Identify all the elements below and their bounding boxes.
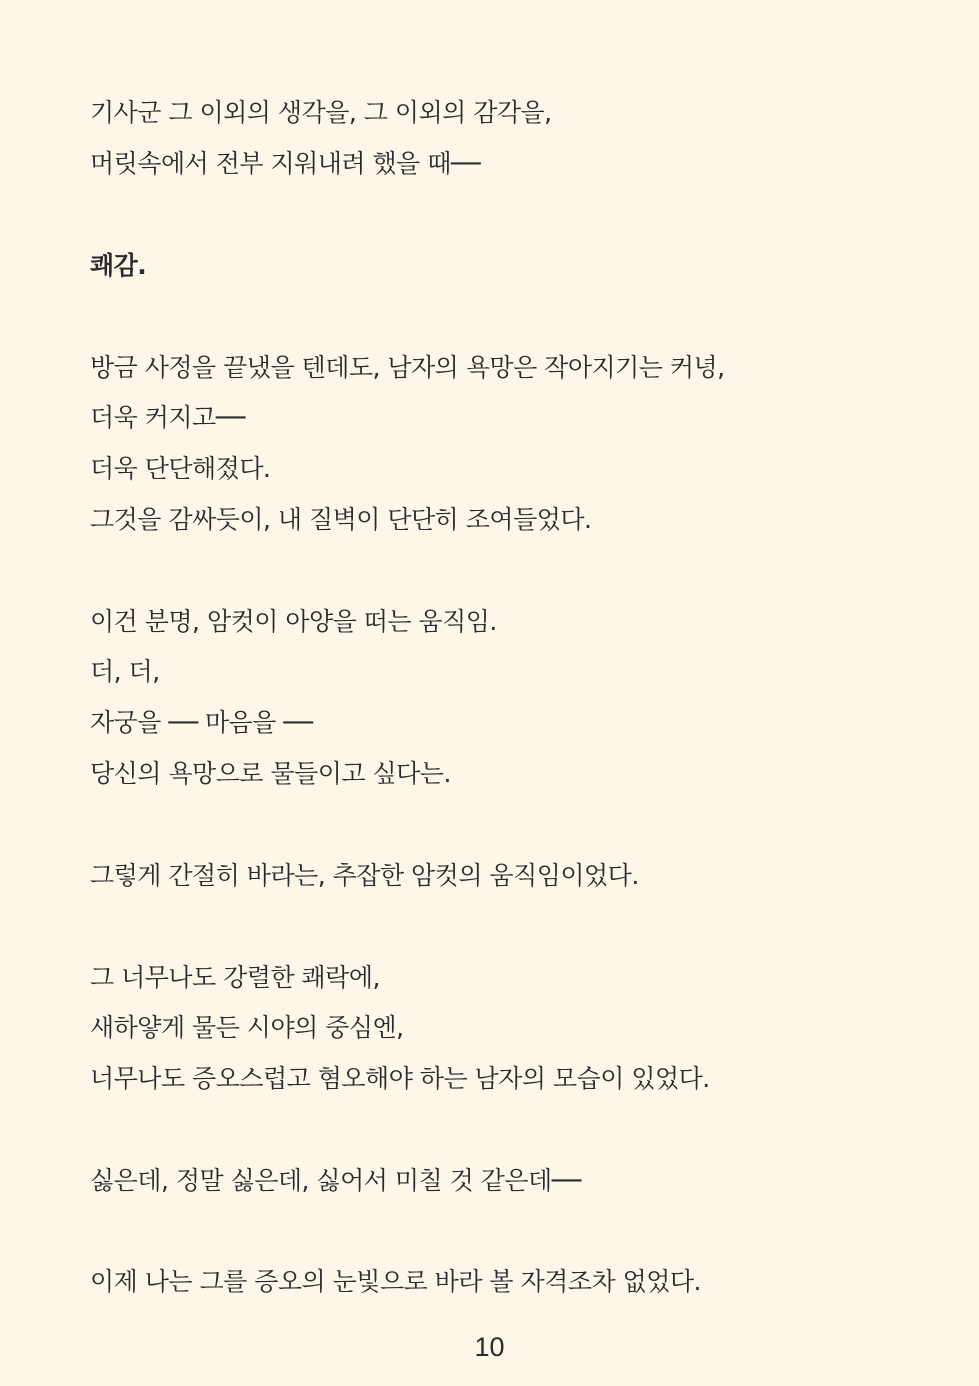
text-line-8: 이건 분명, 암컷이 아양을 떠는 움직임. [90, 607, 497, 636]
text-line-7: 그것을 감싸듯이, 내 질벽이 단단히 조여들었다. [90, 505, 592, 534]
text-line-5: 더욱 커지고── [90, 403, 245, 432]
text-line-4: 방금 사정을 끝냈을 텐데도, 남자의 욕망은 작아지기는 커녕, [90, 353, 725, 382]
text-line-14: 새하얗게 물든 시야의 중심엔, [90, 1013, 404, 1042]
text-line-6: 더욱 단단해졌다. [90, 454, 271, 483]
page-number: 10 [474, 1332, 505, 1362]
text-line-16: 싫은데, 정말 싫은데, 싫어서 미칠 것 같은데── [90, 1166, 581, 1195]
text-line-15: 너무나도 증오스럽고 혐오해야 하는 남자의 모습이 있었다. [90, 1064, 710, 1093]
text-line-9: 더, 더, [90, 657, 160, 686]
text-line-3: 쾌감. [90, 251, 147, 280]
text-line-11: 당신의 욕망으로 물들이고 싶다는. [90, 759, 451, 788]
text-line-13: 그 너무나도 강렬한 쾌락에, [90, 963, 380, 992]
text-line-10: 자궁을 ── 마음을 ── [90, 708, 313, 737]
text-line-12: 그렇게 간절히 바라는, 추잡한 암컷의 움직임이었다. [90, 861, 639, 890]
text-line-1: 기사군 그 이외의 생각을, 그 이외의 감각을, [90, 98, 552, 127]
text-line-2: 머릿속에서 전부 지워내려 했을 때── [90, 149, 480, 178]
text-line-17: 이제 나는 그를 증오의 눈빛으로 바라 볼 자격조차 없었다. [90, 1267, 701, 1296]
document-page [90, 0, 950, 1386]
